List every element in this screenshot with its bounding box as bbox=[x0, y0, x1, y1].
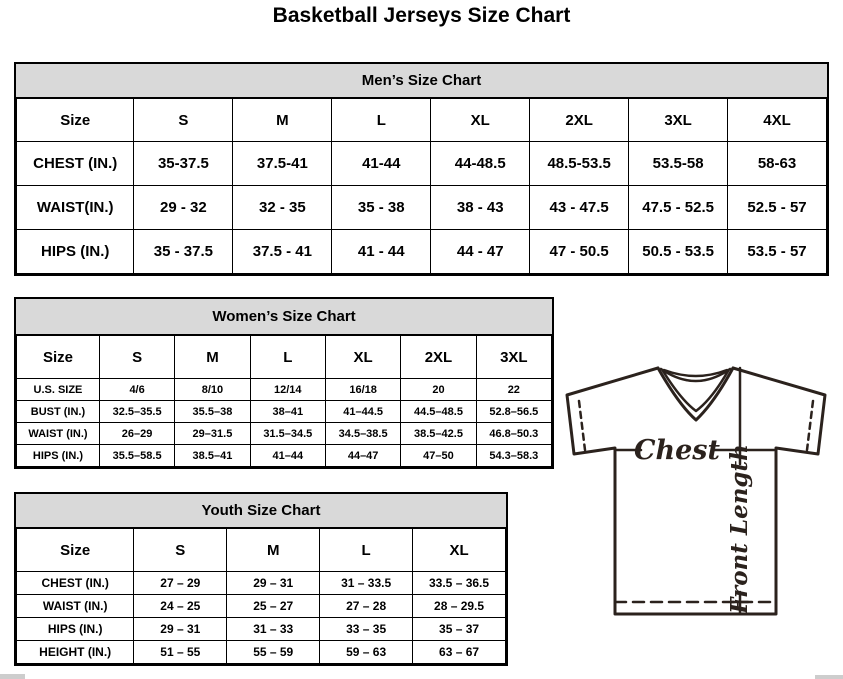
table-row bbox=[17, 230, 827, 274]
row-label: BUST (IN.) bbox=[17, 401, 100, 423]
size-cell: 31 – 33.5 bbox=[320, 572, 413, 595]
size-cell: 47–50 bbox=[401, 445, 476, 467]
mens-size-table bbox=[14, 62, 829, 276]
left-cuff-stitch bbox=[579, 401, 585, 450]
size-cell: 35 - 38 bbox=[332, 186, 431, 230]
size-cell: 41 - 44 bbox=[332, 230, 431, 274]
column-header: 2XL bbox=[401, 336, 476, 379]
size-cell: 53.5 - 57 bbox=[728, 230, 827, 274]
size-cell: 43 - 47.5 bbox=[530, 186, 629, 230]
size-cell: 32 - 35 bbox=[233, 186, 332, 230]
size-cell: 48.5-53.5 bbox=[530, 142, 629, 186]
row-label: WAIST(IN.) bbox=[17, 186, 134, 230]
column-header: XL bbox=[431, 99, 530, 142]
youth-table-caption: Youth Size Chart bbox=[16, 494, 506, 528]
column-header: L bbox=[320, 529, 413, 572]
size-cell: 37.5-41 bbox=[233, 142, 332, 186]
size-cell: 34.5–38.5 bbox=[325, 423, 400, 445]
row-label: CHEST (IN.) bbox=[17, 142, 134, 186]
table-row bbox=[17, 401, 552, 423]
size-cell: 37.5 - 41 bbox=[233, 230, 332, 274]
youth-size-table bbox=[14, 492, 508, 666]
size-cell: 52.5 - 57 bbox=[728, 186, 827, 230]
size-cell: 35-37.5 bbox=[134, 142, 233, 186]
size-cell: 44 - 47 bbox=[431, 230, 530, 274]
size-cell: 59 – 63 bbox=[320, 641, 413, 664]
size-cell: 33 – 35 bbox=[320, 618, 413, 641]
size-cell: 31.5–34.5 bbox=[250, 423, 325, 445]
size-cell: 38–41 bbox=[250, 401, 325, 423]
womens-size-table bbox=[14, 297, 554, 469]
column-header: 3XL bbox=[629, 99, 728, 142]
size-cell: 33.5 – 36.5 bbox=[413, 572, 506, 595]
table-row bbox=[17, 618, 506, 641]
size-cell: 35 – 37 bbox=[413, 618, 506, 641]
size-cell: 32.5–35.5 bbox=[99, 401, 174, 423]
table-header-row bbox=[17, 336, 552, 379]
front-length-label: Front Length bbox=[726, 444, 753, 614]
size-cell: 41–44 bbox=[250, 445, 325, 467]
size-cell: 44-48.5 bbox=[431, 142, 530, 186]
jersey-measurement-diagram bbox=[557, 361, 842, 626]
size-cell: 63 – 67 bbox=[413, 641, 506, 664]
column-header: 2XL bbox=[530, 99, 629, 142]
table-row bbox=[17, 423, 552, 445]
size-cell: 51 – 55 bbox=[134, 641, 227, 664]
column-header: S bbox=[134, 99, 233, 142]
size-cell: 38.5–42.5 bbox=[401, 423, 476, 445]
column-header: M bbox=[227, 529, 320, 572]
row-label: U.S. SIZE bbox=[17, 379, 100, 401]
column-header: XL bbox=[325, 336, 400, 379]
row-label: HEIGHT (IN.) bbox=[17, 641, 134, 664]
row-label: WAIST (IN.) bbox=[17, 423, 100, 445]
table-row bbox=[17, 641, 506, 664]
size-cell: 50.5 - 53.5 bbox=[629, 230, 728, 274]
row-label: WAIST (IN.) bbox=[17, 595, 134, 618]
table-row bbox=[17, 445, 552, 467]
right-cuff-stitch bbox=[807, 401, 813, 450]
size-cell: 47 - 50.5 bbox=[530, 230, 629, 274]
column-header: Size bbox=[17, 99, 134, 142]
column-header: L bbox=[250, 336, 325, 379]
table-row bbox=[17, 186, 827, 230]
size-cell: 27 – 29 bbox=[134, 572, 227, 595]
table-row bbox=[17, 595, 506, 618]
column-header: L bbox=[332, 99, 431, 142]
mens-table-caption: Men’s Size Chart bbox=[16, 64, 827, 98]
row-label: HIPS (IN.) bbox=[17, 230, 134, 274]
size-cell: 4/6 bbox=[99, 379, 174, 401]
column-header: S bbox=[99, 336, 174, 379]
table-row bbox=[17, 142, 827, 186]
size-cell: 41-44 bbox=[332, 142, 431, 186]
size-cell: 38.5–41 bbox=[175, 445, 250, 467]
size-cell: 44.5–48.5 bbox=[401, 401, 476, 423]
womens-table-caption: Women’s Size Chart bbox=[16, 299, 552, 335]
size-cell: 41–44.5 bbox=[325, 401, 400, 423]
size-cell: 29 – 31 bbox=[227, 572, 320, 595]
row-label: HIPS (IN.) bbox=[17, 445, 100, 467]
page-title: Basketball Jerseys Size Chart bbox=[272, 4, 571, 27]
column-header: 3XL bbox=[476, 336, 551, 379]
column-header: Size bbox=[17, 529, 134, 572]
table-header-row bbox=[17, 529, 506, 572]
horizontal-scrollbar-left[interactable] bbox=[0, 674, 25, 679]
size-cell: 35.5–58.5 bbox=[99, 445, 174, 467]
size-cell: 53.5-58 bbox=[629, 142, 728, 186]
size-cell: 8/10 bbox=[175, 379, 250, 401]
size-cell: 35 - 37.5 bbox=[134, 230, 233, 274]
size-cell: 28 – 29.5 bbox=[413, 595, 506, 618]
size-cell: 29 - 32 bbox=[134, 186, 233, 230]
table-row bbox=[17, 379, 552, 401]
table-header-row bbox=[17, 99, 827, 142]
size-cell: 27 – 28 bbox=[320, 595, 413, 618]
size-cell: 16/18 bbox=[325, 379, 400, 401]
column-header: M bbox=[233, 99, 332, 142]
row-label: CHEST (IN.) bbox=[17, 572, 134, 595]
size-cell: 20 bbox=[401, 379, 476, 401]
column-header: 4XL bbox=[728, 99, 827, 142]
size-cell: 46.8–50.3 bbox=[476, 423, 551, 445]
size-cell: 24 – 25 bbox=[134, 595, 227, 618]
column-header: Size bbox=[17, 336, 100, 379]
horizontal-scrollbar-right[interactable] bbox=[815, 675, 843, 679]
jersey-outline bbox=[567, 368, 825, 614]
size-cell: 35.5–38 bbox=[175, 401, 250, 423]
size-cell: 29 – 31 bbox=[134, 618, 227, 641]
size-cell: 52.8–56.5 bbox=[476, 401, 551, 423]
size-cell: 25 – 27 bbox=[227, 595, 320, 618]
column-header: XL bbox=[413, 529, 506, 572]
row-label: HIPS (IN.) bbox=[17, 618, 134, 641]
column-header: M bbox=[175, 336, 250, 379]
table-row bbox=[17, 572, 506, 595]
size-cell: 38 - 43 bbox=[431, 186, 530, 230]
size-cell: 22 bbox=[476, 379, 551, 401]
size-cell: 54.3–58.3 bbox=[476, 445, 551, 467]
size-cell: 58-63 bbox=[728, 142, 827, 186]
chest-label: Chest bbox=[634, 435, 720, 466]
size-cell: 12/14 bbox=[250, 379, 325, 401]
size-cell: 44–47 bbox=[325, 445, 400, 467]
size-cell: 31 – 33 bbox=[227, 618, 320, 641]
size-cell: 26–29 bbox=[99, 423, 174, 445]
size-cell: 29–31.5 bbox=[175, 423, 250, 445]
size-cell: 47.5 - 52.5 bbox=[629, 186, 728, 230]
size-cell: 55 – 59 bbox=[227, 641, 320, 664]
column-header: S bbox=[134, 529, 227, 572]
